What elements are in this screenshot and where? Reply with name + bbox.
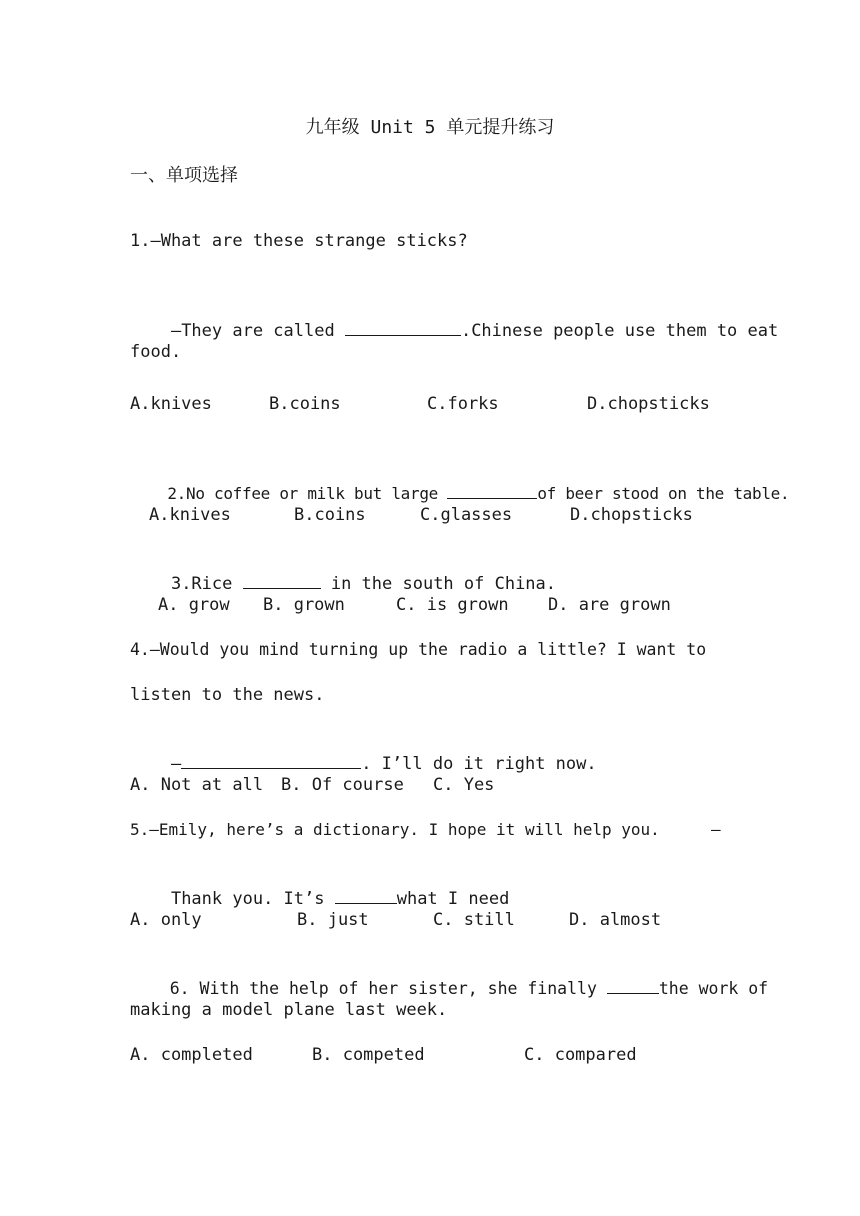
option-a: A. completed	[130, 1045, 253, 1065]
question-5-stem: 5.—Emily, here’s a dictionary. I hope it will help you.	[130, 820, 660, 839]
option-b: B. grown	[263, 595, 345, 615]
question-2-stem: 2.No coffee or milk but large of beer stood on the table.	[130, 459, 789, 527]
answer-blank	[243, 571, 321, 589]
answer-blank	[447, 481, 537, 499]
option-d: D.chopsticks	[570, 505, 693, 525]
option-a: A. Not at all	[130, 775, 264, 795]
question-5-stem-line2: Thank you. It’s what I need	[130, 864, 509, 932]
question-6-stem-line2: making a model plane last week.	[130, 1000, 448, 1020]
answer-blank	[345, 318, 461, 336]
option-c: C.glasses	[420, 505, 513, 525]
option-d: D. almost	[569, 910, 662, 930]
question-1-stem-line2: —They are called .Chinese people use them to eat	[130, 296, 778, 364]
option-a: A.knives	[130, 394, 212, 414]
question-1-stem: 1.—What are these strange sticks?	[130, 231, 468, 251]
option-b: B. competed	[312, 1045, 425, 1065]
option-c: C. Yes	[433, 775, 495, 795]
option-b: B.coins	[294, 505, 366, 525]
option-c: C. compared	[524, 1045, 637, 1065]
page-title: 九年级 Unit 5 单元提升练习	[305, 117, 555, 138]
answer-blank	[607, 976, 659, 994]
question-4-stem-line3: — . I’ll do it right now.	[130, 729, 597, 797]
question-3-stem: 3.Rice in the south of China.	[130, 549, 556, 617]
option-b: B.coins	[269, 394, 341, 414]
option-d: D.chopsticks	[587, 394, 710, 414]
question-5-dash: —	[711, 820, 721, 839]
option-a: A. grow	[158, 595, 230, 615]
question-4-stem: 4.—Would you mind turning up the radio a little? I want to	[130, 640, 707, 659]
option-d: D. are grown	[548, 595, 671, 615]
section-heading: 一、单项选择	[130, 165, 238, 186]
question-4-stem-line2: listen to the news.	[130, 685, 325, 705]
option-b: B. just	[297, 910, 369, 930]
option-b: B. Of course	[281, 775, 404, 795]
answer-blank	[181, 751, 361, 769]
answer-blank	[335, 886, 397, 904]
option-c: C. still	[433, 910, 515, 930]
option-a: A. only	[130, 910, 202, 930]
question-6-stem: 6. With the help of her sister, she finally the work of	[130, 954, 768, 1022]
option-c: C. is grown	[396, 595, 509, 615]
option-a: A.knives	[149, 505, 231, 525]
option-c: C.forks	[427, 394, 499, 414]
question-1-stem-line3: food.	[130, 342, 182, 362]
